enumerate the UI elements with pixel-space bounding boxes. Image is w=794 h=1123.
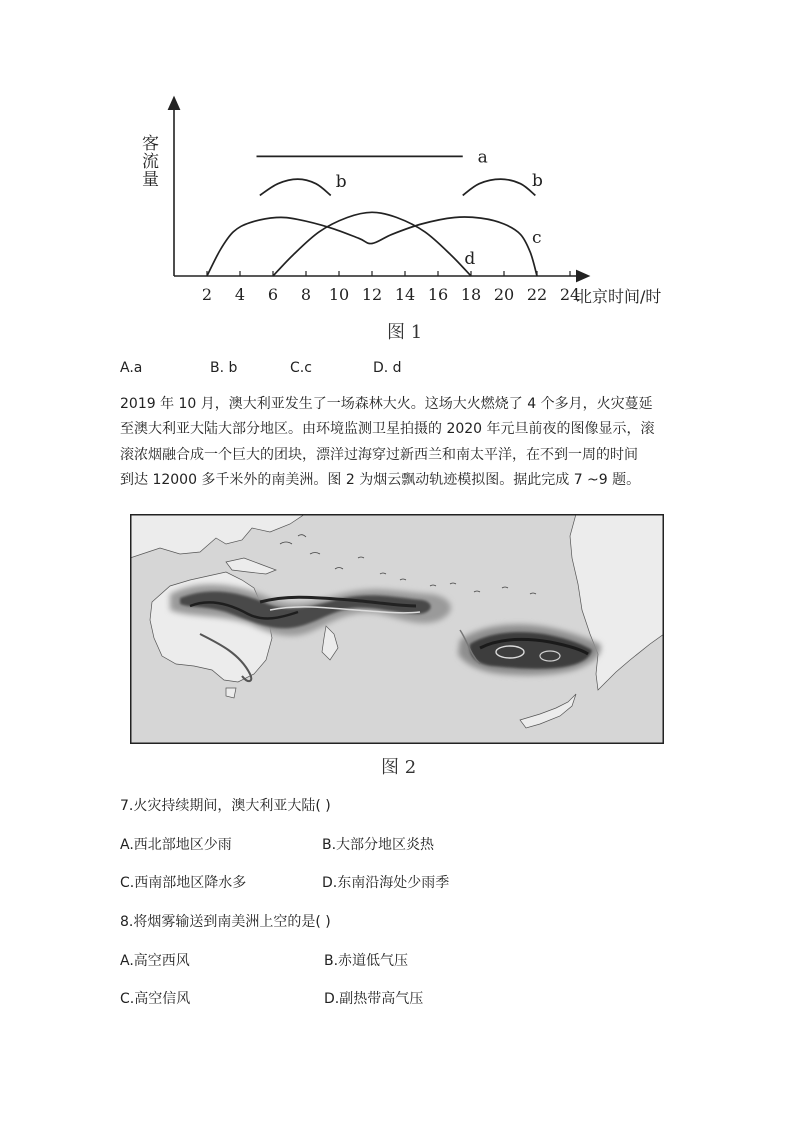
series-label-a: a [477,147,488,168]
x-tick-label: 20 [493,285,515,304]
passage-line-4: 到达 12000 多千米外的南美洲。图 2 为烟云飘动轨迹模拟图。据此完成 7 ~9 题。 [120,472,641,488]
option-a: A.a [120,360,143,376]
q8-option-b: B.赤道低气压 [324,953,409,969]
passage-line-1: 2019 年 10 月，澳大利亚发生了一场森林大火。这场大火燃烧了 4 个多月，火灾蔓延 [120,396,653,412]
x-tick-label: 10 [328,285,350,304]
q8-option-c: C.高空信风 [120,991,191,1007]
passage-line-3: 滚浓烟融合成一个巨大的团块，漂洋过海穿过新西兰和南太平洋，在不到一周的时间 [120,447,638,463]
series-label-c: c [532,228,542,248]
series-label-d: d [464,248,476,269]
x-tick-label: 8 [300,285,312,304]
option-c: C.c [290,360,312,376]
q7-option-b: B.大部分地区炎热 [322,837,435,853]
x-tick-label: 6 [267,285,279,304]
passage-line-2: 至澳大利亚大陆大部分地区。由环境监测卫星拍摄的 2020 年元旦前夜的图像显示，滚 [120,421,655,437]
series-line-b-2 [463,179,536,195]
x-tick-label: 2 [201,285,213,304]
x-tick-label: 22 [526,285,548,304]
q7-stem: 7.火灾持续期间，澳大利亚大陆( ) [120,798,331,814]
x-tick-label: 18 [460,285,482,304]
x-tick-label: 16 [427,285,449,304]
q7-option-a: A.西北部地区少雨 [120,837,232,853]
series-label-b: b [532,170,543,191]
figure2-smoke-map [130,514,664,744]
x-axis-label: 北京时间/时 [576,287,662,306]
q7-option-c: C.西南部地区降水多 [120,875,247,891]
x-tick-label: 12 [361,285,383,304]
tasmania [226,688,236,698]
q8-stem: 8.将烟雾输送到南美洲上空的是( ) [120,914,331,930]
option-b: B. b [210,360,238,376]
series-line-c-3 [207,217,537,276]
option-d: D. d [373,360,402,376]
x-tick-label: 14 [394,285,416,304]
figure1-caption: 图 1 [387,322,423,343]
figure1-chart [120,90,680,320]
q8-option-d: D.副热带高气压 [324,991,424,1007]
q8-option-a: A.高空西风 [120,953,190,969]
q7-option-d: D.东南沿海处少雨季 [322,875,450,891]
y-axis-label: 客流量 [138,134,158,187]
x-tick-label: 4 [234,285,246,304]
x-tick-label: 24 [559,285,581,304]
series-label-b: b [335,172,347,193]
figure2-caption: 图 2 [381,757,417,778]
series-line-b-1 [260,179,331,195]
